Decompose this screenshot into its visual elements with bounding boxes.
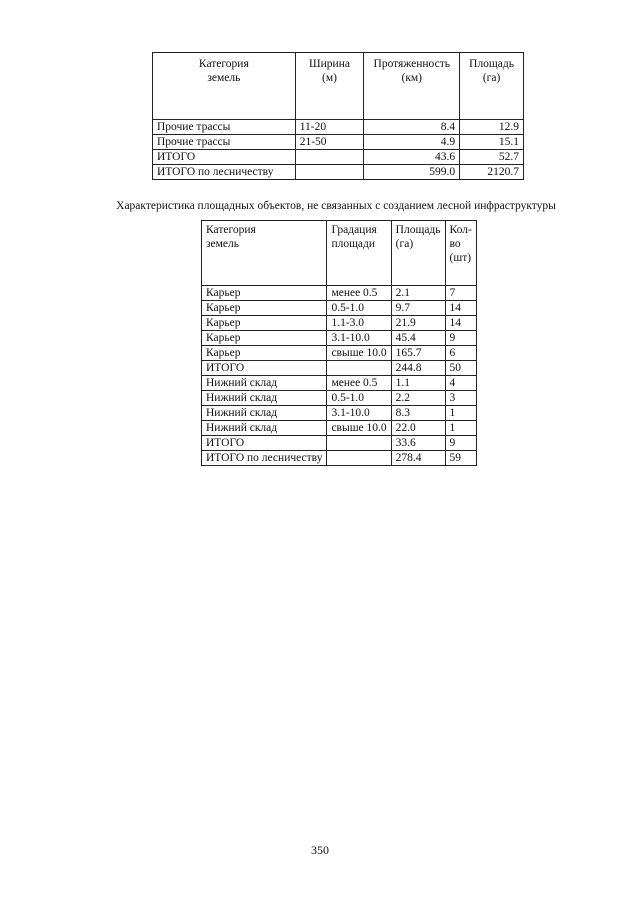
cell-category: Карьер [202, 316, 327, 331]
cell-length: 43.6 [364, 150, 460, 165]
cell-area: 2.1 [391, 286, 445, 301]
cell-area: 45.4 [391, 331, 445, 346]
cell-area: 33.6 [391, 436, 445, 451]
cell-gradation: свыше 10.0 [327, 421, 391, 436]
cell-area: 278.4 [391, 451, 445, 466]
cell-gradation: менее 0.5 [327, 286, 391, 301]
cell-length: 599.0 [364, 165, 460, 180]
cell-count: 50 [445, 361, 476, 376]
cell-gradation [327, 451, 391, 466]
caption-text: Характеристика площадных объектов, не связанных с созданием лесной инфраструктуры [116, 200, 556, 212]
cell-width: 21-50 [295, 135, 364, 150]
cell-category: ИТОГО по лесничеству [153, 165, 296, 180]
cell-category: Карьер [202, 346, 327, 361]
cell-category: ИТОГО [202, 436, 327, 451]
cell-count: 9 [445, 436, 476, 451]
cell-area: 8.3 [391, 406, 445, 421]
cell-count: 6 [445, 346, 476, 361]
table-row [202, 451, 477, 466]
linear-objects-table [152, 52, 524, 180]
cell-width [295, 165, 364, 180]
cell-gradation: менее 0.5 [327, 376, 391, 391]
cell-gradation [327, 361, 391, 376]
table-header-row [153, 53, 524, 120]
table-row [202, 391, 477, 406]
cell-count: 59 [445, 451, 476, 466]
cell-width [295, 150, 364, 165]
cell-area: 244.8 [391, 361, 445, 376]
header-width: Ширина (м) [295, 53, 364, 120]
cell-gradation: 0.5-1.0 [327, 301, 391, 316]
cell-category: Прочие трассы [153, 120, 296, 135]
cell-count: 7 [445, 286, 476, 301]
cell-area: 52.7 [460, 150, 524, 165]
header-category: Категория земель [153, 53, 296, 120]
table-caption [0, 200, 640, 212]
table-row [202, 316, 477, 331]
cell-category: ИТОГО по лесничеству [202, 451, 327, 466]
cell-area: 2.2 [391, 391, 445, 406]
cell-category: Прочие трассы [153, 135, 296, 150]
table-row [153, 150, 524, 165]
header-gradation: Градация площади [327, 221, 391, 286]
cell-category: ИТОГО [202, 361, 327, 376]
cell-category: Карьер [202, 301, 327, 316]
header-category: Категория земель [202, 221, 327, 286]
page-number: 350 [311, 843, 329, 857]
cell-category: Нижний склад [202, 391, 327, 406]
cell-category: Нижний склад [202, 376, 327, 391]
header-count: Кол-во (шт) [445, 221, 476, 286]
cell-count: 3 [445, 391, 476, 406]
cell-count: 14 [445, 301, 476, 316]
table-row [202, 286, 477, 301]
cell-category: Карьер [202, 331, 327, 346]
cell-gradation: свыше 10.0 [327, 346, 391, 361]
table-row [153, 120, 524, 135]
table-row [202, 301, 477, 316]
cell-area: 22.0 [391, 421, 445, 436]
cell-gradation [327, 436, 391, 451]
table-row [202, 361, 477, 376]
cell-area: 2120.7 [460, 165, 524, 180]
cell-area: 12.9 [460, 120, 524, 135]
cell-width: 11-20 [295, 120, 364, 135]
table-row [202, 436, 477, 451]
cell-category: Нижний склад [202, 406, 327, 421]
table-row [202, 421, 477, 436]
cell-area: 9.7 [391, 301, 445, 316]
table-row [202, 406, 477, 421]
cell-gradation: 0.5-1.0 [327, 391, 391, 406]
table-row [202, 346, 477, 361]
cell-area: 15.1 [460, 135, 524, 150]
cell-gradation: 3.1-10.0 [327, 406, 391, 421]
cell-area: 165.7 [391, 346, 445, 361]
cell-count: 1 [445, 421, 476, 436]
area-objects-table [201, 220, 477, 466]
header-area: Площадь (га) [391, 221, 445, 286]
cell-count: 9 [445, 331, 476, 346]
table-row [202, 376, 477, 391]
cell-count: 14 [445, 316, 476, 331]
cell-category: Нижний склад [202, 421, 327, 436]
cell-category: Карьер [202, 286, 327, 301]
table-row [202, 331, 477, 346]
cell-gradation: 1.1-3.0 [327, 316, 391, 331]
cell-gradation: 3.1-10.0 [327, 331, 391, 346]
cell-length: 8.4 [364, 120, 460, 135]
cell-category: ИТОГО [153, 150, 296, 165]
header-area: Площадь (га) [460, 53, 524, 120]
cell-length: 4.9 [364, 135, 460, 150]
table-row [153, 165, 524, 180]
header-length: Протяженность (км) [364, 53, 460, 120]
cell-area: 1.1 [391, 376, 445, 391]
cell-count: 1 [445, 406, 476, 421]
cell-area: 21.9 [391, 316, 445, 331]
table-row [153, 135, 524, 150]
cell-count: 4 [445, 376, 476, 391]
table-header-row [202, 221, 477, 286]
